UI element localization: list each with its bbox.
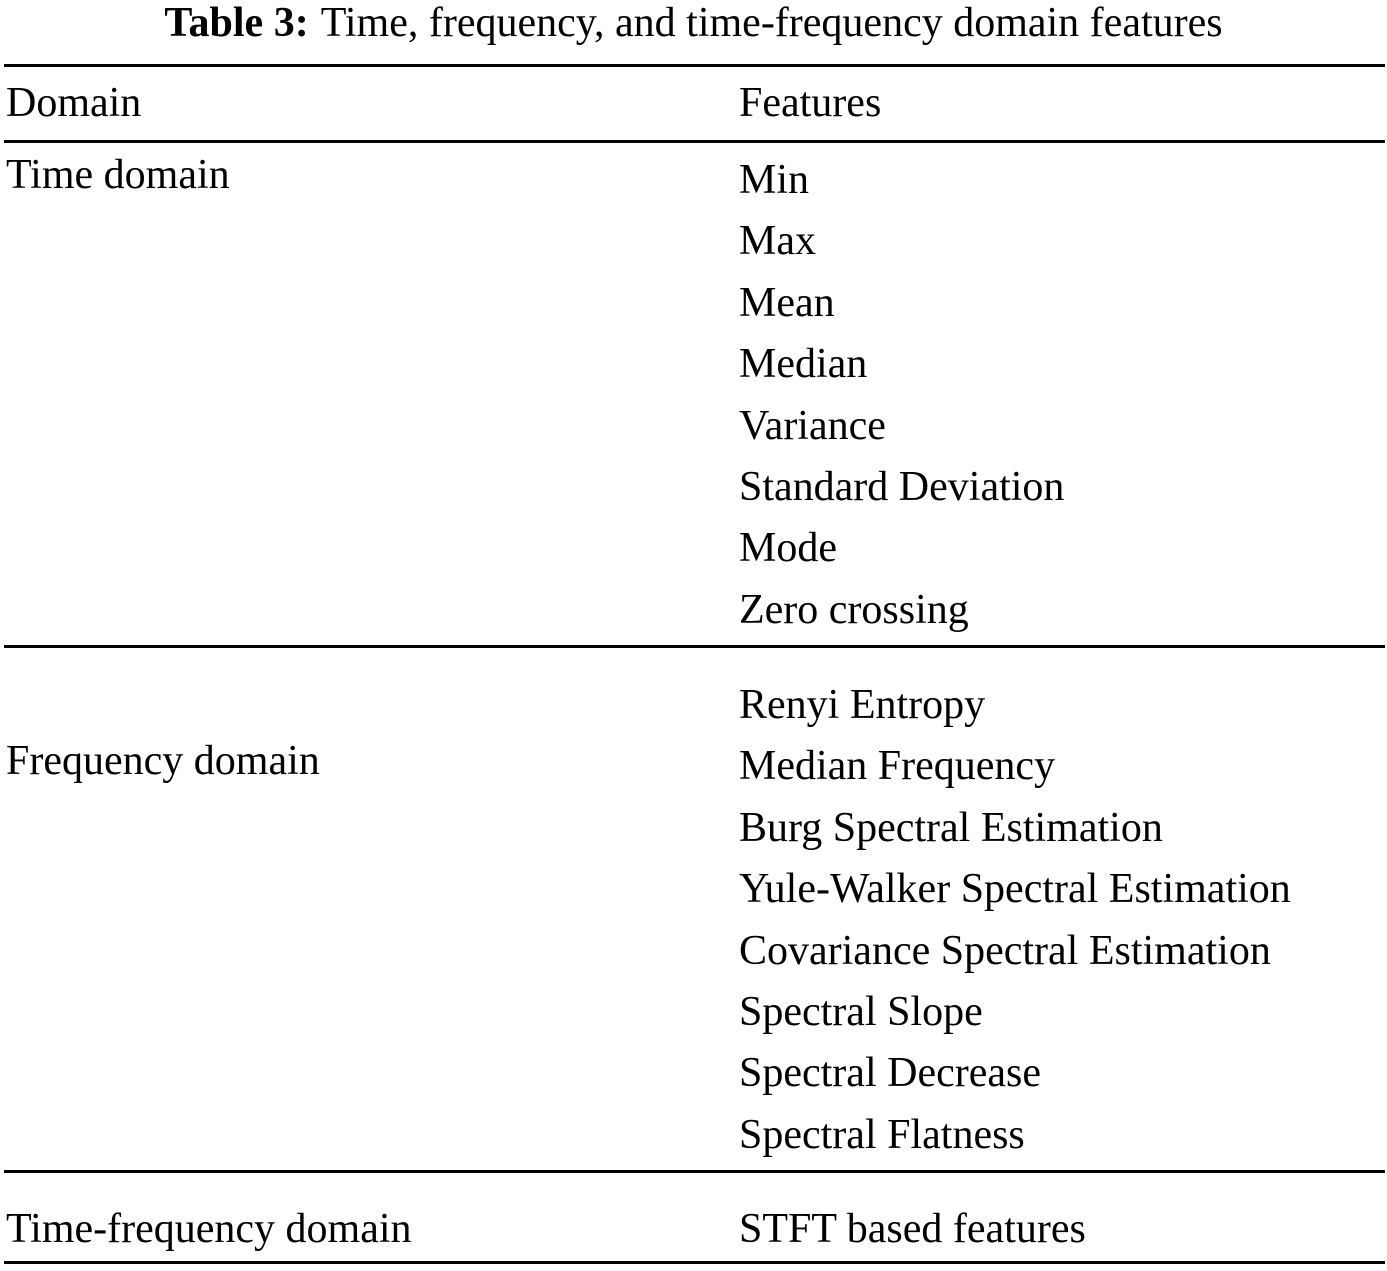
feature-item: STFT based features	[739, 1206, 1086, 1252]
feature-list-frequency	[739, 675, 1291, 1166]
row-domain-frequency: Frequency domain	[6, 738, 320, 784]
bottom-rule	[4, 1261, 1385, 1264]
feature-item: Mode	[739, 525, 837, 572]
feature-item: Zero crossing	[739, 586, 969, 633]
feature-item: Median	[739, 341, 868, 388]
feature-item: Median Frequency	[739, 743, 1056, 790]
section-rule-2	[4, 1170, 1385, 1173]
header-domain: Domain	[6, 80, 142, 126]
feature-list-time	[739, 150, 1064, 641]
top-rule	[4, 64, 1385, 67]
caption-text: Time, frequency, and time-frequency domain features	[320, 0, 1223, 46]
feature-item: Yule-Walker Spectral Estimation	[739, 866, 1291, 913]
row-domain-time: Time domain	[6, 152, 230, 198]
caption-label: Table 3:	[164, 0, 309, 46]
feature-item: Spectral Slope	[739, 988, 983, 1035]
feature-item: Standard Deviation	[739, 463, 1065, 510]
section-rule-1	[4, 645, 1385, 648]
feature-item: Min	[739, 157, 810, 203]
row-domain-time-frequency: Time-frequency domain	[6, 1206, 412, 1252]
feature-item: Spectral Decrease	[739, 1050, 1041, 1097]
header-features: Features	[739, 80, 882, 126]
header-rule	[4, 140, 1385, 143]
feature-item: Burg Spectral Estimation	[739, 804, 1163, 851]
feature-item: Max	[739, 218, 816, 265]
feature-item: Renyi Entropy	[739, 682, 986, 728]
feature-item: Covariance Spectral Estimation	[739, 927, 1271, 974]
table-caption	[0, 0, 1387, 46]
feature-item: Mean	[739, 279, 835, 326]
feature-item: Variance	[739, 402, 886, 449]
feature-item: Spectral Flatness	[739, 1111, 1025, 1158]
